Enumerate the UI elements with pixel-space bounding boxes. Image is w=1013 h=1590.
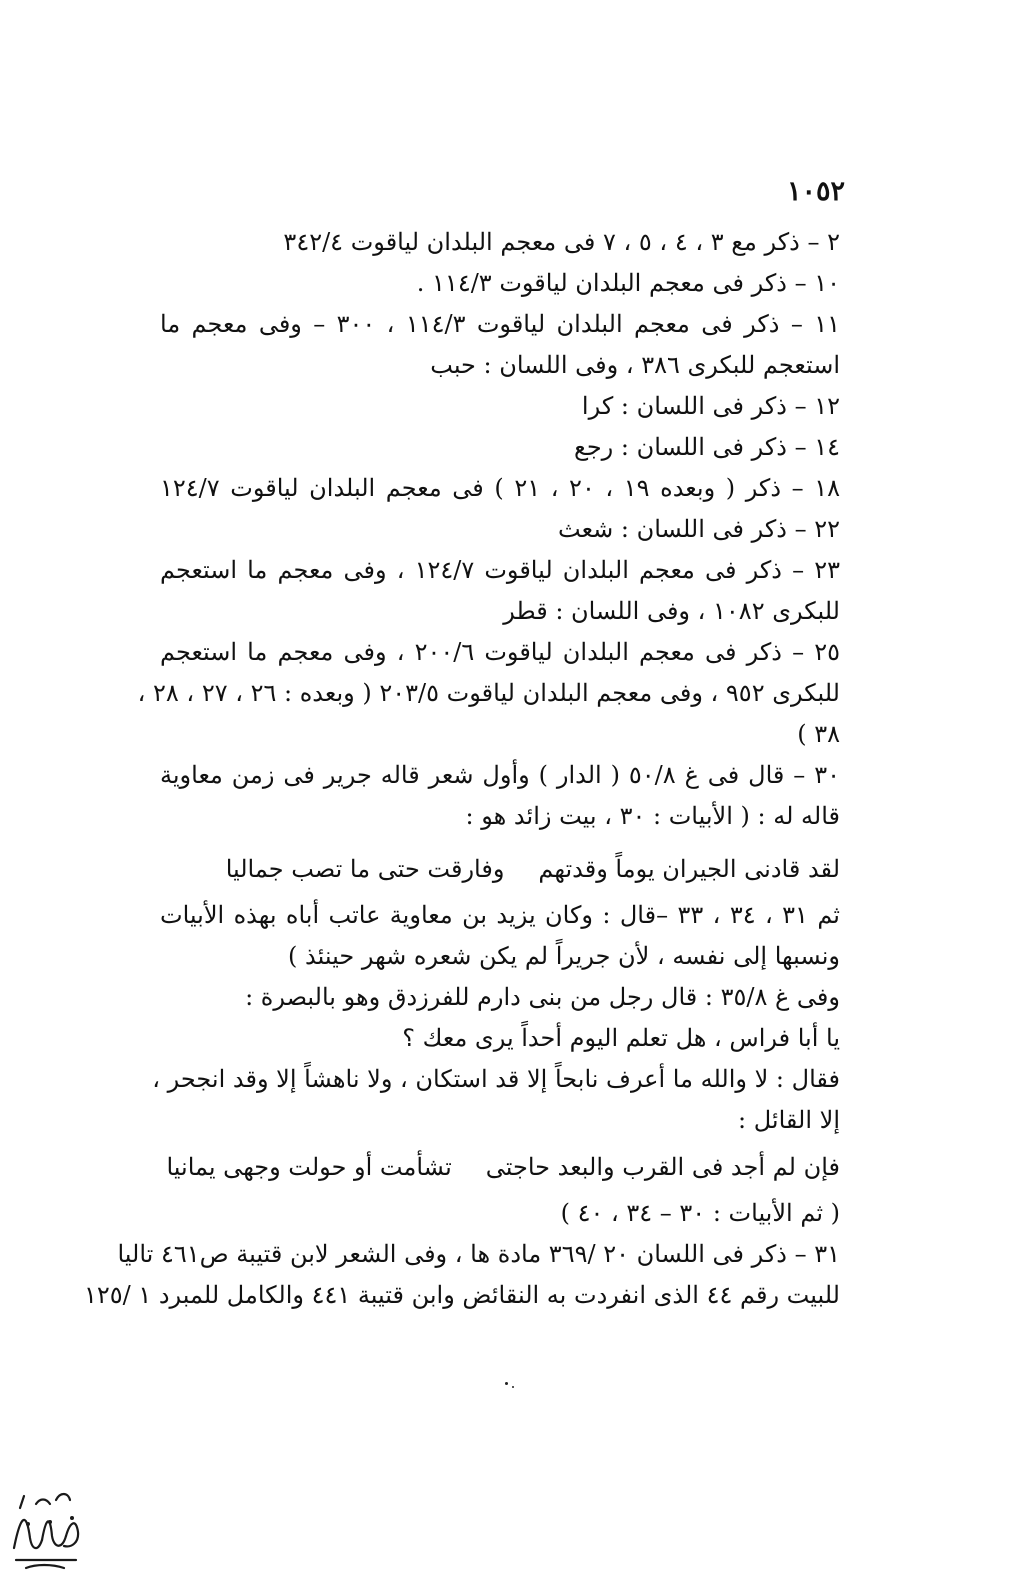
text-line: يا أبا فراس ، هل تعلم اليوم أحداً يرى معك ؟ [402,1024,840,1052]
text-line: ٣٨ ) [797,720,840,748]
text-line: ١١ – ذكر فى معجم البلدان لياقوت ١١٤/٣ ، ٣٠٠ – وفى معجم ما [160,310,840,338]
ink-speck [512,1386,514,1388]
text-line: ٢٥ – ذكر فى معجم البلدان لياقوت ٢٠٠/٦ ، وفى معجم ما استعجم [160,638,840,666]
text-line: ثم ٣١ ، ٣٤ ، ٣٣ –قال : وكان يزيد بن معاوية عاتب أباه بهذه الأبيات [160,901,840,929]
verse-1-first-hemistich: لقد قادنى الجيران يوماً وقدتهم [538,855,840,883]
text-line: ١٨ – ذكر ( وبعده ١٩ ، ٢٠ ، ٢١ ) فى معجم البلدان لياقوت ١٢٤/٧ [160,474,841,502]
page-number: ١٠٥٢ [786,176,845,207]
text-line: للبكرى ١٠٨٢ ، وفى اللسان : قطر [503,597,840,625]
text-line: ١٤ – ذكر فى اللسان : رجع [574,433,840,461]
notes-section-2 [152,895,840,1141]
text-line: ٢٢ – ذكر فى اللسان : شعث [558,515,840,543]
text-line: ١٢ – ذكر فى اللسان : كرا [581,392,840,420]
text-line: للبكرى ٩٥٢ ، وفى معجم البلدان لياقوت ٢٠٣/٥ ( وبعده : ٢٦ ، ٢٧ ، ٢٨ ، [137,679,840,707]
verse-2-second-hemistich: تشأمت أو حولت وجهى يمانيا [166,1153,452,1181]
ink-speck [505,1382,508,1385]
library-seal-icon [6,1478,86,1578]
text-line: وفى غ ٣٥/٨ : قال رجل من بنى دارم للفرزدق وهو بالبصرة : [245,983,840,1011]
verse-1-second-hemistich: وفارقت حتى ما تصب جماليا [225,855,505,883]
notes-section-3 [83,1193,840,1316]
text-line: ٢ – ذكر مع ٣ ، ٤ ، ٥ ، ٧ فى معجم البلدان لياقوت ٣٤٢/٤ [283,228,840,256]
notes-body [83,222,841,1316]
verse-2-first-hemistich: فإن لم أجد فى القرب والبعد حاجتى [485,1153,840,1181]
verse-line-2 [160,1141,840,1193]
text-line: ٣٠ – قال فى غ ٥٠/٨ ( الدار ) وأول شعر قاله جرير فى زمن معاوية [160,761,840,789]
text-line: ونسبها إلى نفسه ، لأن جريراً لم يكن شعره شهر حينئذ ) [288,942,840,970]
text-line: إلا القائل : [738,1106,840,1134]
text-line: قاله له : ( الأبيات : ٣٠ ، بيت زائد هو : [465,802,840,830]
text-line: ٣١ – ذكر فى اللسان ٢٠ /٣٦٩ مادة ها ، وفى الشعر لابن قتيبة ص٤٦١ تاليا [117,1240,840,1268]
notes-section-1 [137,222,841,837]
text-line: ٢٣ – ذكر فى معجم البلدان لياقوت ١٢٤/٧ ، وفى معجم ما استعجم [160,556,840,584]
text-line: ( ثم الأبيات : ٣٠ – ٣٤ ، ٤٠ ) [560,1199,840,1227]
text-line: للبيت رقم ٤٤ الذى انفردت به النقائض وابن قتيبة ٤٤١ والكامل للمبرد ١ /١٢٥ [83,1281,840,1309]
text-line: ١٠ – ذكر فى معجم البلدان لياقوت ١١٤/٣ . [416,269,840,297]
verse-line-1 [160,843,840,895]
text-line: استعجم للبكرى ٣٨٦ ، وفى اللسان : حبب [430,351,840,379]
text-line: فقال : لا والله ما أعرف نابحاً إلا قد استكان ، ولا ناهشاً إلا وقد انجحر ، [152,1065,840,1093]
